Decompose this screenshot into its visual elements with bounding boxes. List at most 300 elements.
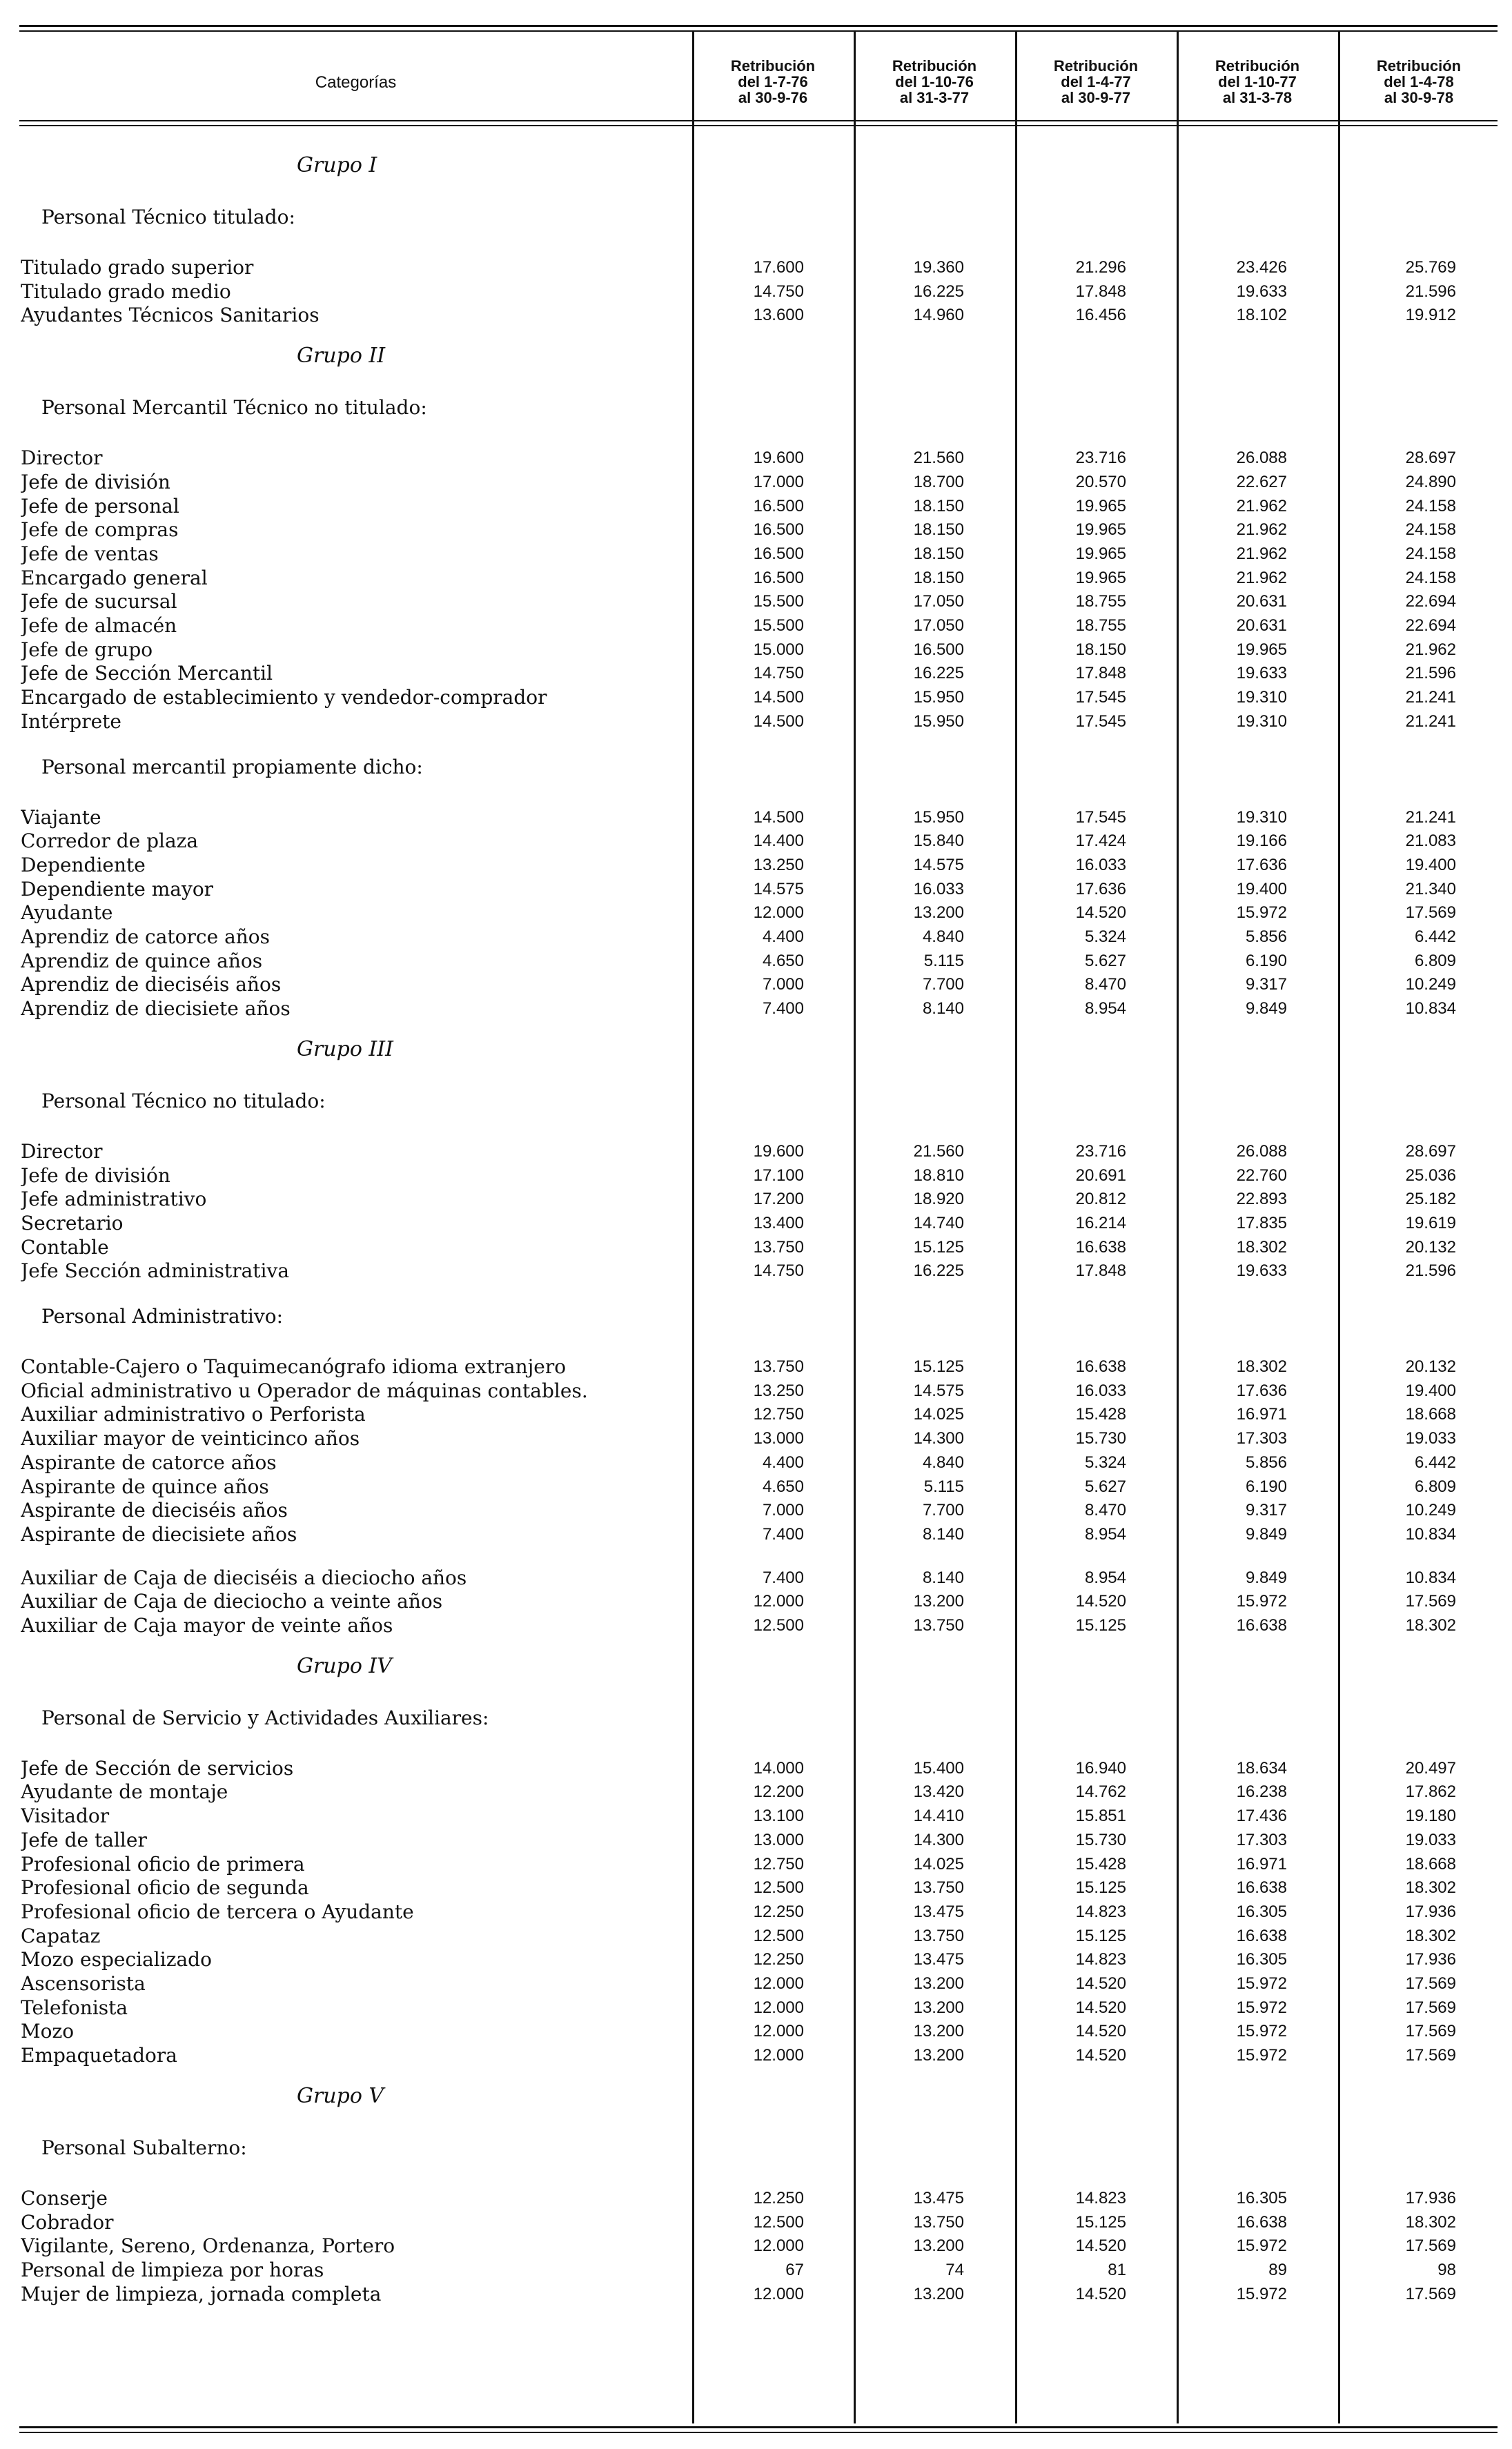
salary-value: 13.400 — [753, 1213, 804, 1232]
salary-value: 12.500 — [753, 1616, 804, 1635]
salary-value: 15.730 — [1075, 1429, 1126, 1448]
salary-value: 14.300 — [913, 1830, 964, 1849]
salary-value: 9.849 — [1245, 1524, 1287, 1544]
category-label — [21, 901, 676, 925]
salary-value: 14.410 — [913, 1807, 964, 1826]
category-label-text: Titulado grado superior — [21, 256, 256, 279]
salary-value: 17.200 — [753, 1190, 804, 1209]
category-label-text: Telefonista — [21, 1996, 130, 2019]
salary-value: 15.840 — [913, 832, 964, 851]
category-label-text: Jefe de compras — [21, 518, 181, 541]
salary-value: 13.200 — [913, 2236, 964, 2256]
salary-value: 16.500 — [913, 640, 964, 659]
column-header-line: Retribución — [730, 57, 816, 75]
category-label-text: Jefe de división — [21, 1164, 173, 1187]
category-label-text: Auxiliar mayor de veinticinco años — [21, 1427, 362, 1450]
salary-value: 14.575 — [753, 879, 804, 898]
salary-value: 19.310 — [1236, 807, 1287, 827]
salary-value: 12.500 — [753, 2212, 804, 2232]
salary-value: 14.750 — [753, 282, 804, 301]
category-label — [21, 1947, 676, 1971]
table-row — [0, 1947, 1512, 1971]
table-row — [0, 1566, 1512, 1590]
salary-value: 19.600 — [753, 1141, 804, 1161]
salary-value: 13.200 — [913, 2022, 964, 2041]
salary-value: 15.972 — [1236, 2022, 1287, 2041]
salary-value: 7.000 — [762, 1501, 804, 1520]
salary-value: 12.750 — [753, 1854, 804, 1873]
salary-value: 8.954 — [1084, 1524, 1126, 1544]
salary-value: 9.317 — [1245, 975, 1287, 994]
category-label-text: Dependiente — [21, 854, 148, 876]
category-label — [21, 949, 676, 973]
salary-value: 18.150 — [913, 520, 964, 540]
category-label — [21, 685, 676, 709]
category-label — [21, 2186, 676, 2210]
table-row — [0, 901, 1512, 925]
salary-value: 12.000 — [753, 2236, 804, 2256]
salary-value: 16.033 — [1075, 855, 1126, 874]
salary-value: 14.300 — [913, 1429, 964, 1448]
category-label — [21, 805, 676, 829]
salary-value: 14.000 — [753, 1758, 804, 1778]
salary-value: 14.823 — [1075, 1950, 1126, 1969]
category-label-text: Aspirante de quince años — [21, 1475, 272, 1498]
category-label — [21, 1475, 676, 1499]
table-row — [0, 1522, 1512, 1546]
category-label-text: Capataz — [21, 1925, 103, 1947]
salary-value: 24.158 — [1405, 496, 1456, 515]
category-label-text: Auxiliar administrativo o Perforista — [21, 1403, 369, 1426]
salary-value: 19.033 — [1405, 1429, 1456, 1448]
table-row — [0, 1402, 1512, 1426]
salary-value: 17.569 — [1405, 1998, 1456, 2017]
category-label — [21, 1139, 676, 1163]
table-row — [0, 1996, 1512, 2020]
salary-value: 74 — [945, 2260, 964, 2279]
section-title: Personal Técnico no titulado: — [41, 1089, 326, 1112]
category-label — [21, 2234, 676, 2258]
category-label-text: Ayudante de montaje — [21, 1780, 230, 1803]
salary-value: 13.200 — [913, 1974, 964, 1993]
salary-value: 14.750 — [753, 664, 804, 683]
category-label — [21, 518, 676, 542]
salary-value: 25.182 — [1405, 1190, 1456, 1209]
group-title: Grupo V — [297, 2083, 384, 2108]
table-row — [0, 1426, 1512, 1450]
table-row — [0, 1804, 1512, 1828]
category-label — [21, 1566, 676, 1590]
salary-value: 9.849 — [1245, 999, 1287, 1019]
salary-value: 13.200 — [913, 2046, 964, 2065]
salary-value: 17.569 — [1405, 1592, 1456, 1611]
salary-value: 13.600 — [753, 306, 804, 325]
salary-value: 14.500 — [753, 807, 804, 827]
group-title: Grupo III — [297, 1036, 393, 1061]
salary-value: 16.500 — [753, 496, 804, 515]
salary-value: 19.965 — [1075, 496, 1126, 515]
salary-value: 16.033 — [913, 879, 964, 898]
table-row — [0, 1379, 1512, 1403]
salary-value: 19.400 — [1405, 855, 1456, 874]
salary-value: 8.470 — [1084, 975, 1126, 994]
category-label-text: Intérprete — [21, 710, 124, 733]
salary-value: 16.500 — [753, 520, 804, 540]
salary-value: 18.102 — [1236, 306, 1287, 325]
salary-value: 17.303 — [1236, 1429, 1287, 1448]
salary-value: 17.050 — [913, 616, 964, 635]
salary-value: 98 — [1437, 2260, 1456, 2279]
category-label — [21, 1498, 676, 1522]
salary-value: 15.950 — [913, 711, 964, 731]
table-row — [0, 1139, 1512, 1163]
salary-value: 17.936 — [1405, 1950, 1456, 1969]
salary-value: 15.950 — [913, 688, 964, 707]
column-header-line: al 30-9-77 — [1061, 89, 1131, 106]
table-row — [0, 1187, 1512, 1211]
salary-value: 7.400 — [762, 1524, 804, 1544]
salary-value: 16.305 — [1236, 2188, 1287, 2207]
category-label-text: Aspirante de catorce años — [21, 1451, 279, 1474]
salary-value: 13.250 — [753, 855, 804, 874]
category-label-text: Jefe de división — [21, 471, 173, 493]
category-label-text: Jefe de grupo — [21, 638, 155, 661]
salary-value: 17.862 — [1405, 1782, 1456, 1802]
category-label — [21, 2043, 676, 2067]
salary-value: 14.520 — [1075, 903, 1126, 923]
salary-value: 14.520 — [1075, 2284, 1126, 2303]
salary-value: 15.125 — [1075, 2212, 1126, 2232]
table-row — [0, 1355, 1512, 1379]
salary-value: 19.633 — [1236, 282, 1287, 301]
salary-value: 21.962 — [1236, 544, 1287, 563]
salary-value: 21.241 — [1405, 688, 1456, 707]
salary-value: 13.200 — [913, 2284, 964, 2303]
salary-value: 21.596 — [1405, 282, 1456, 301]
salary-value: 6.809 — [1414, 951, 1456, 970]
category-label — [21, 1589, 676, 1613]
category-label — [21, 1971, 676, 1996]
salary-value: 14.823 — [1075, 2188, 1126, 2207]
salary-value: 12.000 — [753, 1998, 804, 2017]
salary-value: 17.936 — [1405, 1902, 1456, 1921]
salary-value: 20.132 — [1405, 1357, 1456, 1376]
salary-value: 13.750 — [753, 1357, 804, 1376]
salary-value: 16.638 — [1075, 1357, 1126, 1376]
column-header — [1343, 58, 1495, 106]
category-label-text: Contable — [21, 1236, 112, 1259]
salary-value: 18.150 — [913, 544, 964, 563]
salary-value: 13.750 — [913, 1878, 964, 1898]
salary-value: 81 — [1108, 2260, 1126, 2279]
salary-value: 8.954 — [1084, 1568, 1126, 1587]
salary-value: 22.694 — [1405, 616, 1456, 635]
category-label-text: Secretario — [21, 1212, 126, 1235]
salary-value: 15.125 — [1075, 1926, 1126, 1945]
salary-value: 16.033 — [1075, 1381, 1126, 1400]
salary-value: 16.456 — [1075, 306, 1126, 325]
category-label-text: Jefe de almacén — [21, 614, 179, 637]
salary-value: 12.500 — [753, 1878, 804, 1898]
category-label-text: Profesional oficio de primera — [21, 1853, 308, 1876]
salary-value: 13.750 — [913, 1926, 964, 1945]
salary-value: 12.250 — [753, 1902, 804, 1921]
salary-value: 15.950 — [913, 807, 964, 827]
salary-value: 15.972 — [1236, 2046, 1287, 2065]
salary-value: 20.812 — [1075, 1190, 1126, 1209]
category-label — [21, 1379, 676, 1403]
table-row — [0, 1756, 1512, 1780]
salary-value: 10.249 — [1405, 975, 1456, 994]
salary-value: 14.575 — [913, 855, 964, 874]
table-row — [0, 638, 1512, 662]
salary-value: 13.420 — [913, 1782, 964, 1802]
table-row — [0, 1876, 1512, 1900]
salary-value: 15.428 — [1075, 1405, 1126, 1424]
salary-value: 16.225 — [913, 1261, 964, 1281]
table-row — [0, 470, 1512, 494]
salary-value: 15.972 — [1236, 1974, 1287, 1993]
salary-value: 26.088 — [1236, 449, 1287, 468]
column-header-line: del 1-10-77 — [1218, 73, 1297, 90]
category-label-text: Titulado grado medio — [21, 280, 234, 303]
salary-value: 21.560 — [913, 1141, 964, 1161]
salary-value: 13.750 — [913, 1616, 964, 1635]
salary-value: 13.250 — [753, 1381, 804, 1400]
salary-value: 21.241 — [1405, 807, 1456, 827]
salary-value: 16.638 — [1236, 2212, 1287, 2232]
salary-value: 14.025 — [913, 1405, 964, 1424]
salary-value: 18.634 — [1236, 1758, 1287, 1778]
salary-value: 22.627 — [1236, 472, 1287, 491]
salary-value: 12.000 — [753, 2046, 804, 2065]
salary-value: 19.965 — [1075, 520, 1126, 540]
category-label-text: Empaquetadora — [21, 2044, 180, 2067]
category-label — [21, 1852, 676, 1876]
category-label-text: Corredor de plaza — [21, 829, 201, 852]
salary-value: 12.000 — [753, 2284, 804, 2303]
salary-value: 7.700 — [922, 1501, 964, 1520]
category-label — [21, 853, 676, 877]
salary-value: 19.965 — [1075, 568, 1126, 587]
salary-value: 18.302 — [1236, 1357, 1287, 1376]
category-label — [21, 1522, 676, 1546]
salary-value: 5.856 — [1245, 1453, 1287, 1472]
salary-value: 19.033 — [1405, 1830, 1456, 1849]
salary-value: 67 — [785, 2260, 804, 2279]
salary-value: 4.840 — [922, 927, 964, 946]
category-label-text: Personal de limpieza por horas — [21, 2259, 326, 2281]
section-title: Personal mercantil propiamente dicho: — [41, 755, 423, 778]
salary-value: 16.500 — [753, 568, 804, 587]
salary-value: 19.400 — [1236, 879, 1287, 898]
table-row — [0, 877, 1512, 901]
group-title: Grupo II — [297, 344, 386, 368]
salary-value: 21.596 — [1405, 664, 1456, 683]
salary-value: 18.302 — [1405, 1878, 1456, 1898]
table-row — [0, 853, 1512, 877]
column-header-line: al 30-9-76 — [738, 89, 808, 106]
salary-value: 16.500 — [753, 544, 804, 563]
category-label — [21, 589, 676, 613]
salary-value: 8.140 — [922, 1568, 964, 1587]
salary-value: 14.823 — [1075, 1902, 1126, 1921]
salary-value: 12.000 — [753, 1592, 804, 1611]
category-label — [21, 446, 676, 470]
category-label — [21, 2282, 676, 2306]
column-header-line: del 1-4-77 — [1061, 73, 1131, 90]
salary-value: 24.158 — [1405, 544, 1456, 563]
table-row — [0, 972, 1512, 996]
salary-value: 16.638 — [1236, 1926, 1287, 1945]
salary-value: 6.442 — [1414, 1453, 1456, 1472]
salary-value: 8.954 — [1084, 999, 1126, 1019]
salary-value: 6.190 — [1245, 951, 1287, 970]
category-label-text: Contable-Cajero o Taquimecanógrafo idioma extranjero — [21, 1355, 569, 1378]
table-row — [0, 949, 1512, 973]
salary-value: 15.125 — [1075, 1616, 1126, 1635]
salary-value: 18.668 — [1405, 1405, 1456, 1424]
salary-value: 13.200 — [913, 1998, 964, 2017]
categories-header: Categorías — [315, 73, 397, 92]
salary-value: 5.856 — [1245, 927, 1287, 946]
salary-value: 17.545 — [1075, 807, 1126, 827]
table-row — [0, 805, 1512, 829]
salary-value: 15.125 — [913, 1237, 964, 1257]
salary-value: 28.697 — [1405, 449, 1456, 468]
salary-value: 17.100 — [753, 1166, 804, 1185]
category-label-text: Aprendiz de diecisiete años — [21, 997, 293, 1020]
category-label — [21, 1259, 676, 1283]
salary-value: 17.569 — [1405, 903, 1456, 923]
salary-value: 15.000 — [753, 640, 804, 659]
salary-value: 13.475 — [913, 1902, 964, 1921]
salary-value: 16.305 — [1236, 1950, 1287, 1969]
salary-value: 17.569 — [1405, 2236, 1456, 2256]
category-label — [21, 1996, 676, 2020]
column-header-line: Retribución — [1053, 57, 1139, 75]
table-row — [0, 2019, 1512, 2043]
top-rule-second — [19, 30, 1498, 32]
salary-value: 20.631 — [1236, 592, 1287, 611]
category-label-text: Aspirante de diecisiete años — [21, 1523, 300, 1546]
salary-value: 14.575 — [913, 1381, 964, 1400]
column-header-line: al 30-9-78 — [1384, 89, 1454, 106]
salary-value: 4.650 — [762, 1477, 804, 1496]
salary-value: 18.150 — [913, 568, 964, 587]
table-row — [0, 1211, 1512, 1235]
table-row — [0, 2258, 1512, 2282]
category-label — [21, 1402, 676, 1426]
category-label — [21, 1355, 676, 1379]
salary-value: 17.600 — [753, 258, 804, 277]
salary-value: 17.050 — [913, 592, 964, 611]
salary-value: 5.324 — [1084, 927, 1126, 946]
table-row — [0, 661, 1512, 685]
salary-value: 14.500 — [753, 688, 804, 707]
salary-value: 18.302 — [1236, 1237, 1287, 1257]
table-row — [0, 1475, 1512, 1499]
salary-value: 21.962 — [1236, 496, 1287, 515]
salary-value: 21.962 — [1236, 568, 1287, 587]
salary-value: 21.296 — [1075, 258, 1126, 277]
table-row — [0, 1450, 1512, 1475]
salary-value: 12.750 — [753, 1405, 804, 1424]
salary-value: 19.310 — [1236, 711, 1287, 731]
salary-value: 18.755 — [1075, 592, 1126, 611]
category-label — [21, 1235, 676, 1259]
table-row — [0, 1900, 1512, 1924]
column-header — [1181, 58, 1333, 106]
table-row — [0, 1828, 1512, 1852]
salary-value: 14.500 — [753, 711, 804, 731]
salary-value: 19.633 — [1236, 1261, 1287, 1281]
category-label-text: Director — [21, 446, 106, 469]
salary-value: 19.965 — [1236, 640, 1287, 659]
category-label — [21, 1756, 676, 1780]
salary-value: 15.500 — [753, 616, 804, 635]
section-title: Personal Mercantil Técnico no titulado: — [41, 396, 427, 420]
salary-value: 5.115 — [923, 951, 964, 970]
category-label-text: Viajante — [21, 806, 104, 829]
salary-value: 13.475 — [913, 1950, 964, 1969]
salary-value: 13.750 — [753, 1237, 804, 1257]
salary-value: 5.115 — [923, 1477, 964, 1496]
table-row — [0, 1613, 1512, 1637]
salary-value: 14.520 — [1075, 2236, 1126, 2256]
category-label-text: Jefe de taller — [21, 1829, 150, 1851]
category-label — [21, 279, 676, 304]
salary-value: 19.180 — [1405, 1807, 1456, 1826]
category-label — [21, 255, 676, 279]
salary-value: 16.225 — [913, 664, 964, 683]
salary-value: 25.769 — [1405, 258, 1456, 277]
table-row — [0, 303, 1512, 327]
salary-value: 16.971 — [1236, 1854, 1287, 1873]
group-title: Grupo I — [297, 153, 377, 177]
table-row — [0, 279, 1512, 304]
salary-value: 10.249 — [1405, 1501, 1456, 1520]
table-row — [0, 709, 1512, 734]
category-label — [21, 1613, 676, 1637]
salary-value: 22.760 — [1236, 1166, 1287, 1185]
category-label — [21, 1426, 676, 1450]
salary-value: 15.500 — [753, 592, 804, 611]
column-header-line: Retribución — [1215, 57, 1300, 75]
salary-value: 12.200 — [753, 1782, 804, 1802]
table-row — [0, 446, 1512, 470]
salary-value: 17.303 — [1236, 1830, 1287, 1849]
salary-value: 20.691 — [1075, 1166, 1126, 1185]
salary-value: 21.962 — [1405, 640, 1456, 659]
salary-value: 19.619 — [1405, 1213, 1456, 1232]
salary-value: 15.125 — [1075, 1878, 1126, 1898]
salary-value: 12.000 — [753, 903, 804, 923]
salary-value: 16.214 — [1075, 1213, 1126, 1232]
salary-value: 17.636 — [1075, 879, 1126, 898]
salary-value: 19.360 — [913, 258, 964, 277]
category-label — [21, 2019, 676, 2043]
section-title: Personal Subalterno: — [41, 2136, 247, 2159]
salary-value: 15.428 — [1075, 1854, 1126, 1873]
section-title: Personal Administrativo: — [41, 1305, 283, 1328]
bottom-rule — [19, 2426, 1498, 2428]
salary-value: 14.520 — [1075, 1974, 1126, 1993]
salary-value: 17.569 — [1405, 2046, 1456, 2065]
salary-value: 19.633 — [1236, 664, 1287, 683]
salary-value: 17.936 — [1405, 2188, 1456, 2207]
salary-value: 17.636 — [1236, 1381, 1287, 1400]
